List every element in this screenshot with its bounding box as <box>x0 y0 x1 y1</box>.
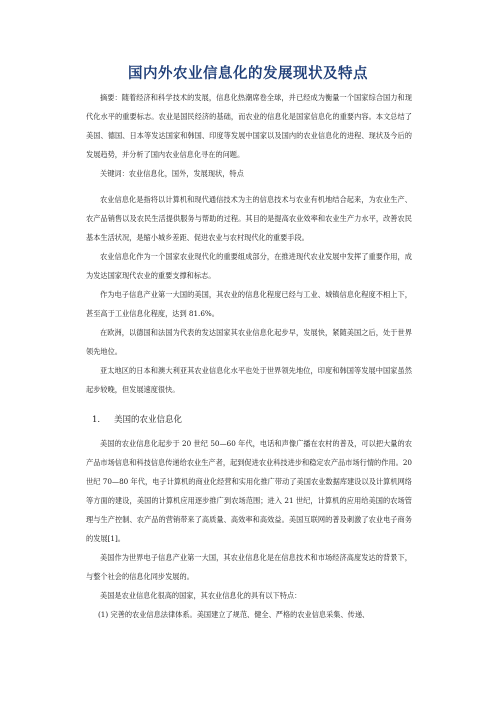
document-body <box>86 88 412 624</box>
keywords: 关键词：农业信息化，国外，发展现状，特点 <box>100 169 244 178</box>
list-item: (1) 完善的农业信息法律体系。美国建立了规范、健全、严格的农业信息采集、传递、 <box>98 610 370 619</box>
paragraph: 农业信息化是指将以计算机和现代通信技术为主的信息技术与农业有机地结合起来，为农业生产、农产品销售以及农民生活提供服务与帮助的过程。其目的是提高农业效率和农业生产力水平，改善农民基本生活状况，是缩小城乡差距、促进农业与农村现代化的重要手段。 <box>86 195 412 242</box>
paragraph: 美国作为世界电子信息产业第一大国，其农业信息化是在信息技术和市场经济高度发达的背景下，与整个社会的信息化同步发展的。 <box>86 553 412 581</box>
paragraph: 美国的农业信息化起步于 20 世纪 50—60 年代，电话和声像广播在农村的普及，可以把大量的农产品市场信息和科技信息传递给农业生产者，起到促进农业科技进步和稳定农产品市场行情的作用。20 世纪 70—80 年代，电子计算机的商业化经营和实用化推广带动了美国农业数据库建设以及计算机网络等方面的建设，美国的计算机应用逐步推广到农场范围；进入 21 世纪，计算机的应用给美国的农场管理与生产控制、农产品的营销带来了高质量、高效率和高效益。美国互联网的普及刺激了农业电子商务的发展[1]。 <box>86 439 412 543</box>
section-heading <box>86 411 412 430</box>
abstract: 摘要：随着经济和科学技术的发展，信息化热潮席卷全球，并已经成为衡量一个国家综合国力和现代化水平的重要标志。农业是国民经济的基础，而农业的信息化是国家信息化的重要内容。本文总结了美国、德国、日本等发达国家和韩国、印度等发展中国家以及国内的农业信息化的进程、现状及今后的发展趋势，并分析了国内农业信息化寻在的问题。 <box>86 93 412 159</box>
paragraph: 美国是农业信息化很高的国家，其农业信息化的具有以下特点： <box>100 591 302 600</box>
document-title: 国内外农业信息化的发展现状及特点 <box>128 66 368 82</box>
paragraph: 作为电子信息产业第一大国的美国，其农业的信息化程度已经与工业、城镇信息化程度不相上下，甚至高于工业信息化程度，达到 81.6%。 <box>86 290 412 318</box>
paragraph: 农业信息化作为一个国家农业现代化的重要组成部分，在推进现代农业发展中发挥了重要作用，成为发达国家现代农业的重要支撑和标志。 <box>86 252 412 280</box>
paragraph: 亚太地区的日本和澳大利亚其农业信息化水平也处于世界领先地位，印度和韩国等发展中国家虽然起步较晚，但发展速度很快。 <box>86 366 412 394</box>
section-title: 美国的农业信息化 <box>114 415 183 425</box>
section-number: 1. <box>92 415 101 425</box>
paragraph: 在欧洲，以德国和法国为代表的发达国家其农业信息化起步早，发展快，紧随美国之后，处于世界领先地位。 <box>86 328 412 356</box>
